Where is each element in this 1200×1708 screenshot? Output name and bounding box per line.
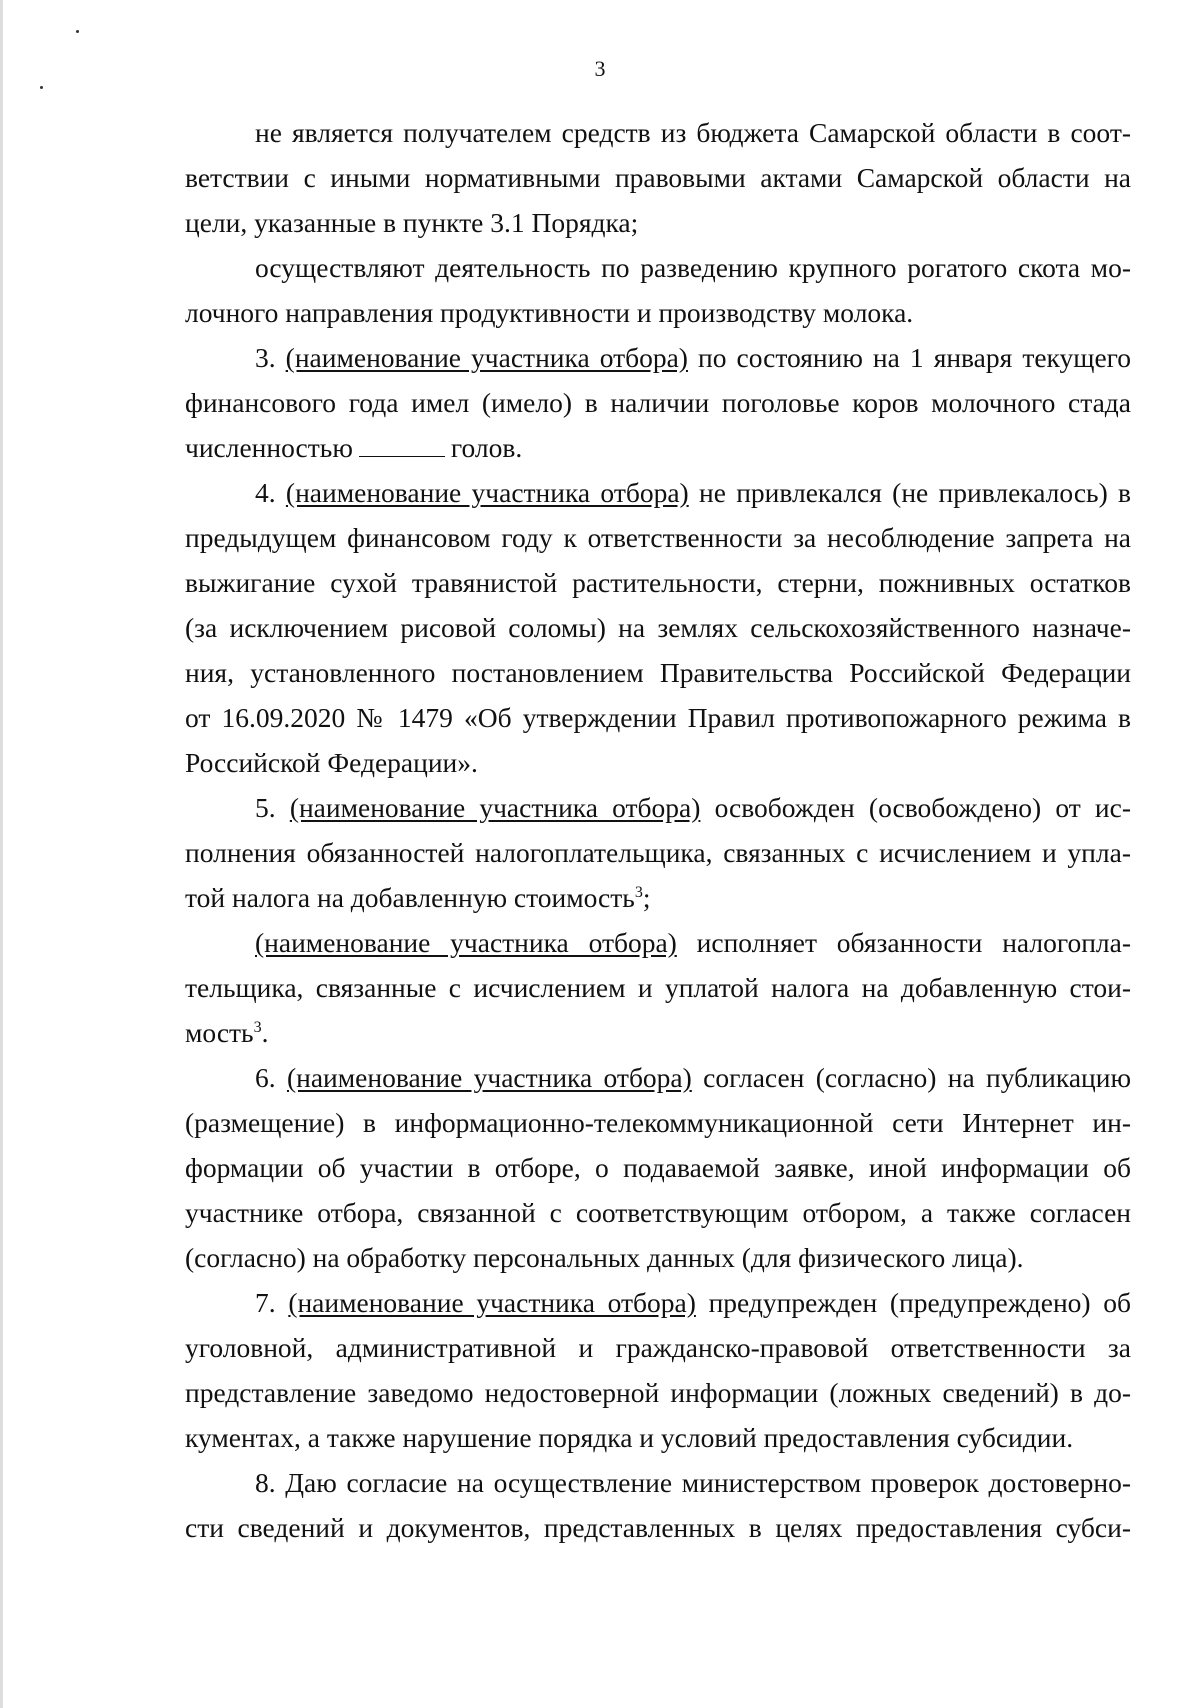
head-count-blank	[359, 436, 445, 457]
text-line: выжигание сухой травянистой растительности, стерни, пожнивных остатков	[185, 567, 1131, 598]
item-5-line: 5. (наименование участника отбора) освобожден (освобождено) от ис-	[255, 792, 1132, 823]
footnote-ref: 3	[634, 884, 643, 901]
text-line: финансового года имел (имело) в наличии поголовье коров молочного стада	[185, 387, 1131, 418]
item-7-line: 7. (наименование участника отбора) предупрежден (предупреждено) об	[255, 1287, 1132, 1318]
text-line: той налога на добавленную стоимость$^3$;	[185, 882, 651, 913]
participant-name-placeholder: (наименование участника отбора)	[288, 1287, 696, 1318]
participant-name-placeholder: (наименование участника отбора)	[285, 477, 689, 508]
participant-name-placeholder: (наименование участника отбора)	[285, 342, 688, 373]
text-line: численностью голов.	[185, 432, 523, 463]
text-line: ветствии с иными нормативными правовыми актами Самарской области на	[185, 162, 1131, 193]
footnote-ref: 3	[253, 1019, 262, 1036]
text-line: (согласно) на обработку персональных данных (для физического лица).	[185, 1242, 1024, 1273]
text-line: (за исключением рисовой соломы) на землях сельскохозяйственного назначе-	[185, 612, 1131, 643]
text-line: от 16.09.2020 № 1479 «Об утверждении Правил противопожарного режима в	[185, 702, 1131, 733]
scan-left-edge	[0, 0, 3, 1708]
text-line: формации об участии в отборе, о подаваемой заявке, иной информации об	[185, 1152, 1131, 1183]
document-body	[185, 110, 1131, 1550]
participant-name-placeholder: (наименование участника отбора)	[286, 1062, 692, 1093]
item-8-line: 8. Даю согласие на осуществление министерством проверок достоверно-	[255, 1467, 1131, 1498]
participant-name-placeholder: (наименование участника отбора)	[255, 927, 677, 958]
item-5-alt-line: (наименование участника отбора) исполняет обязанности налогопла-	[255, 927, 1131, 958]
text-line: цели, указанные в пункте 3.1 Порядка;	[185, 207, 639, 238]
text-line: осуществляют деятельность по разведению крупного рогатого скота мо-	[255, 252, 1131, 283]
text-line: уголовной, административной и гражданско-правовой ответственности за	[185, 1332, 1131, 1363]
text-line: участнике отбора, связанной с соответствующим отбором, а также согласен	[185, 1197, 1131, 1228]
text-line: мость$^3$.	[185, 1017, 269, 1048]
participant-name-placeholder: (наименование участника отбора)	[289, 792, 701, 823]
text-line: кументах, а также нарушение порядка и условий предоставления субсидии.	[185, 1422, 1074, 1453]
text-line: лочного направления продуктивности и производству молока.	[185, 297, 914, 328]
text-line: (размещение) в информационно-телекоммуникационной сети Интернет ин-	[185, 1107, 1131, 1138]
scan-speck	[40, 86, 43, 89]
text-line: сти сведений и документов, представленных в целях предоставления субси-	[185, 1512, 1131, 1543]
item-4-line: 4. (наименование участника отбора) не привлекался (не привлекалось) в	[255, 477, 1132, 508]
text-line: Российской Федерации».	[185, 747, 478, 778]
text-line: полнения обязанностей налогоплательщика, связанных с исчислением и упла-	[185, 837, 1131, 868]
scan-speck	[76, 30, 79, 33]
item-3-line: 3. (наименование участника отбора) по состоянию на 1 января текущего	[255, 342, 1131, 373]
text-line: не является получателем средств из бюджета Самарской области в соот-	[255, 117, 1131, 148]
text-line: тельщика, связанные с исчислением и уплатой налога на добавленную стои-	[185, 972, 1131, 1003]
text-line: представление заведомо недостоверной информации (ложных сведений) в до-	[185, 1377, 1131, 1408]
text-line: ния, установленного постановлением Правительства Российской Федерации	[185, 657, 1131, 688]
page-number: 3	[594, 56, 606, 81]
item-6-line: 6. (наименование участника отбора) согласен (согласно) на публикацию	[255, 1062, 1132, 1093]
text-line: предыдущем финансовом году к ответственности за несоблюдение запрета на	[185, 522, 1131, 553]
